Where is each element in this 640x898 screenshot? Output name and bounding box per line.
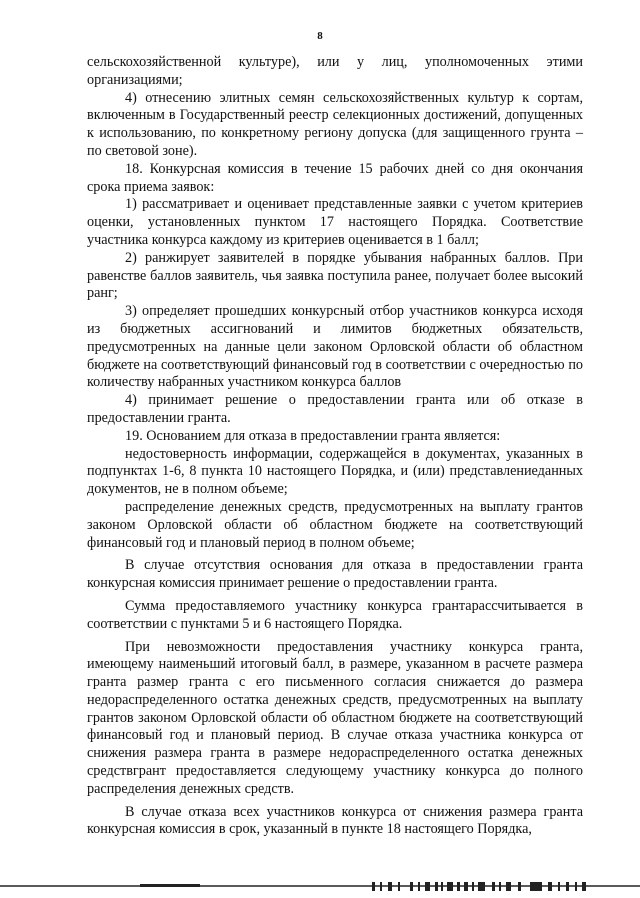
paragraph: 3) определяет прошедших конкурсный отбор участников конкурса исходя из бюджетных ассигнований и лимитов бюджетных обязательств, предусмотренных на данные цели законом Орловской области об областном бюджете на соответствующий финансовый год в соответствии с очередностью по количеству набранных участником конкурса баллов <box>87 303 583 391</box>
page-number: 8 <box>317 30 323 42</box>
paragraph: Сумма предоставляемого участнику конкурса грантарассчитывается в соответствии с пунктами 5 и 6 настоящего Порядка. <box>87 597 583 632</box>
scan-mark <box>441 882 443 891</box>
scan-edge-marks <box>0 880 640 898</box>
scan-mark <box>582 882 586 891</box>
scan-mark <box>575 882 577 891</box>
document-body <box>87 54 583 839</box>
scan-mark <box>472 882 474 891</box>
scan-mark <box>566 882 569 891</box>
scan-line <box>0 885 640 887</box>
scan-mark <box>548 882 552 891</box>
paragraph: 2) ранжирует заявителей в порядке убывания набранных баллов. При равенстве баллов заявитель, чья заявка поступила ранее, получает более высокий ранг; <box>87 249 583 302</box>
scan-mark <box>464 882 468 891</box>
paragraph: 19. Основанием для отказа в предоставлении гранта является: <box>125 427 501 444</box>
scan-mark <box>518 882 521 891</box>
scan-mark <box>372 882 375 891</box>
scan-mark <box>492 882 495 891</box>
scan-mark <box>398 882 400 891</box>
scan-mark <box>530 882 542 891</box>
scan-mark <box>388 882 392 891</box>
paragraph: недостоверность информации, содержащейся в документах, указанных в подпунктах 1-6, 8 пункта 10 настоящего Порядка, и (или) представлениеданных документов, не в полном объеме; <box>87 445 583 498</box>
scan-mark <box>425 882 430 891</box>
paragraph: При невозможности предоставления участнику конкурса гранта, имеющему наименьший итоговый балл, в размере, указанном в расчете размера гранта размер гранта с его письменного согласия снижается до размера недораспределенного остатка денежных средств, предусмотренных на выплату грантов законом Орловской области об областном бюджете на соответствующий финансовый год и плановый период. В случае отказа участника конкурса от снижения размера гранта в размере недораспределенного остатка денежных средствгрант предоставляется следующему участнику конкурса до полного распределения денежных средств. <box>87 638 583 797</box>
scan-mark <box>478 882 485 891</box>
scan-mark <box>558 882 560 891</box>
paragraph: В случае отсутствия основания для отказа в предоставлении гранта конкурсная комиссия принимает решение о предоставлении гранта. <box>87 557 583 592</box>
scan-mark <box>447 882 453 891</box>
paragraph: 18. Конкурсная комиссия в течение 15 рабочих дней со дня окончания срока приема заявок: <box>87 160 583 195</box>
scan-mark <box>457 882 460 891</box>
scan-mark <box>418 882 420 891</box>
paragraph: В случае отказа всех участников конкурса от снижения размера гранта конкурсная комиссия в срок, указанный в пункте 18 настоящего Порядка, <box>87 803 583 838</box>
scan-mark <box>499 882 501 891</box>
scan-mark <box>410 882 413 891</box>
scan-mark <box>435 882 438 891</box>
paragraph: 4) принимает решение о предоставлении гранта или об отказе в предоставлении гранта. <box>87 392 583 426</box>
paragraph: сельскохозяйственной культуре), или у лиц, уполномоченных этими организациями; <box>87 54 583 88</box>
paragraph: 4) отнесению элитных семян сельскохозяйственных культур к сортам, включенным в Государственный реестр селекционных достижений, допущенных к использованию, по конкретному региону допуска (для защищенного грунта – по световой зоне). <box>87 89 583 159</box>
paragraph: 1) рассматривает и оценивает представленные заявки с учетом критериев оценки, установленных пунктом 17 настоящего Порядка. Соответствие участника конкурса каждому из критериев оценивается в 1 балл; <box>87 196 583 248</box>
scan-mark <box>506 882 511 891</box>
scan-mark <box>380 882 382 891</box>
paragraph: распределение денежных средств, предусмотренных на выплату грантов законом Орловской области об областном бюджете на соответствующий финансовый год и плановый период в полном объеме; <box>87 498 583 551</box>
scan-mark <box>140 884 200 887</box>
